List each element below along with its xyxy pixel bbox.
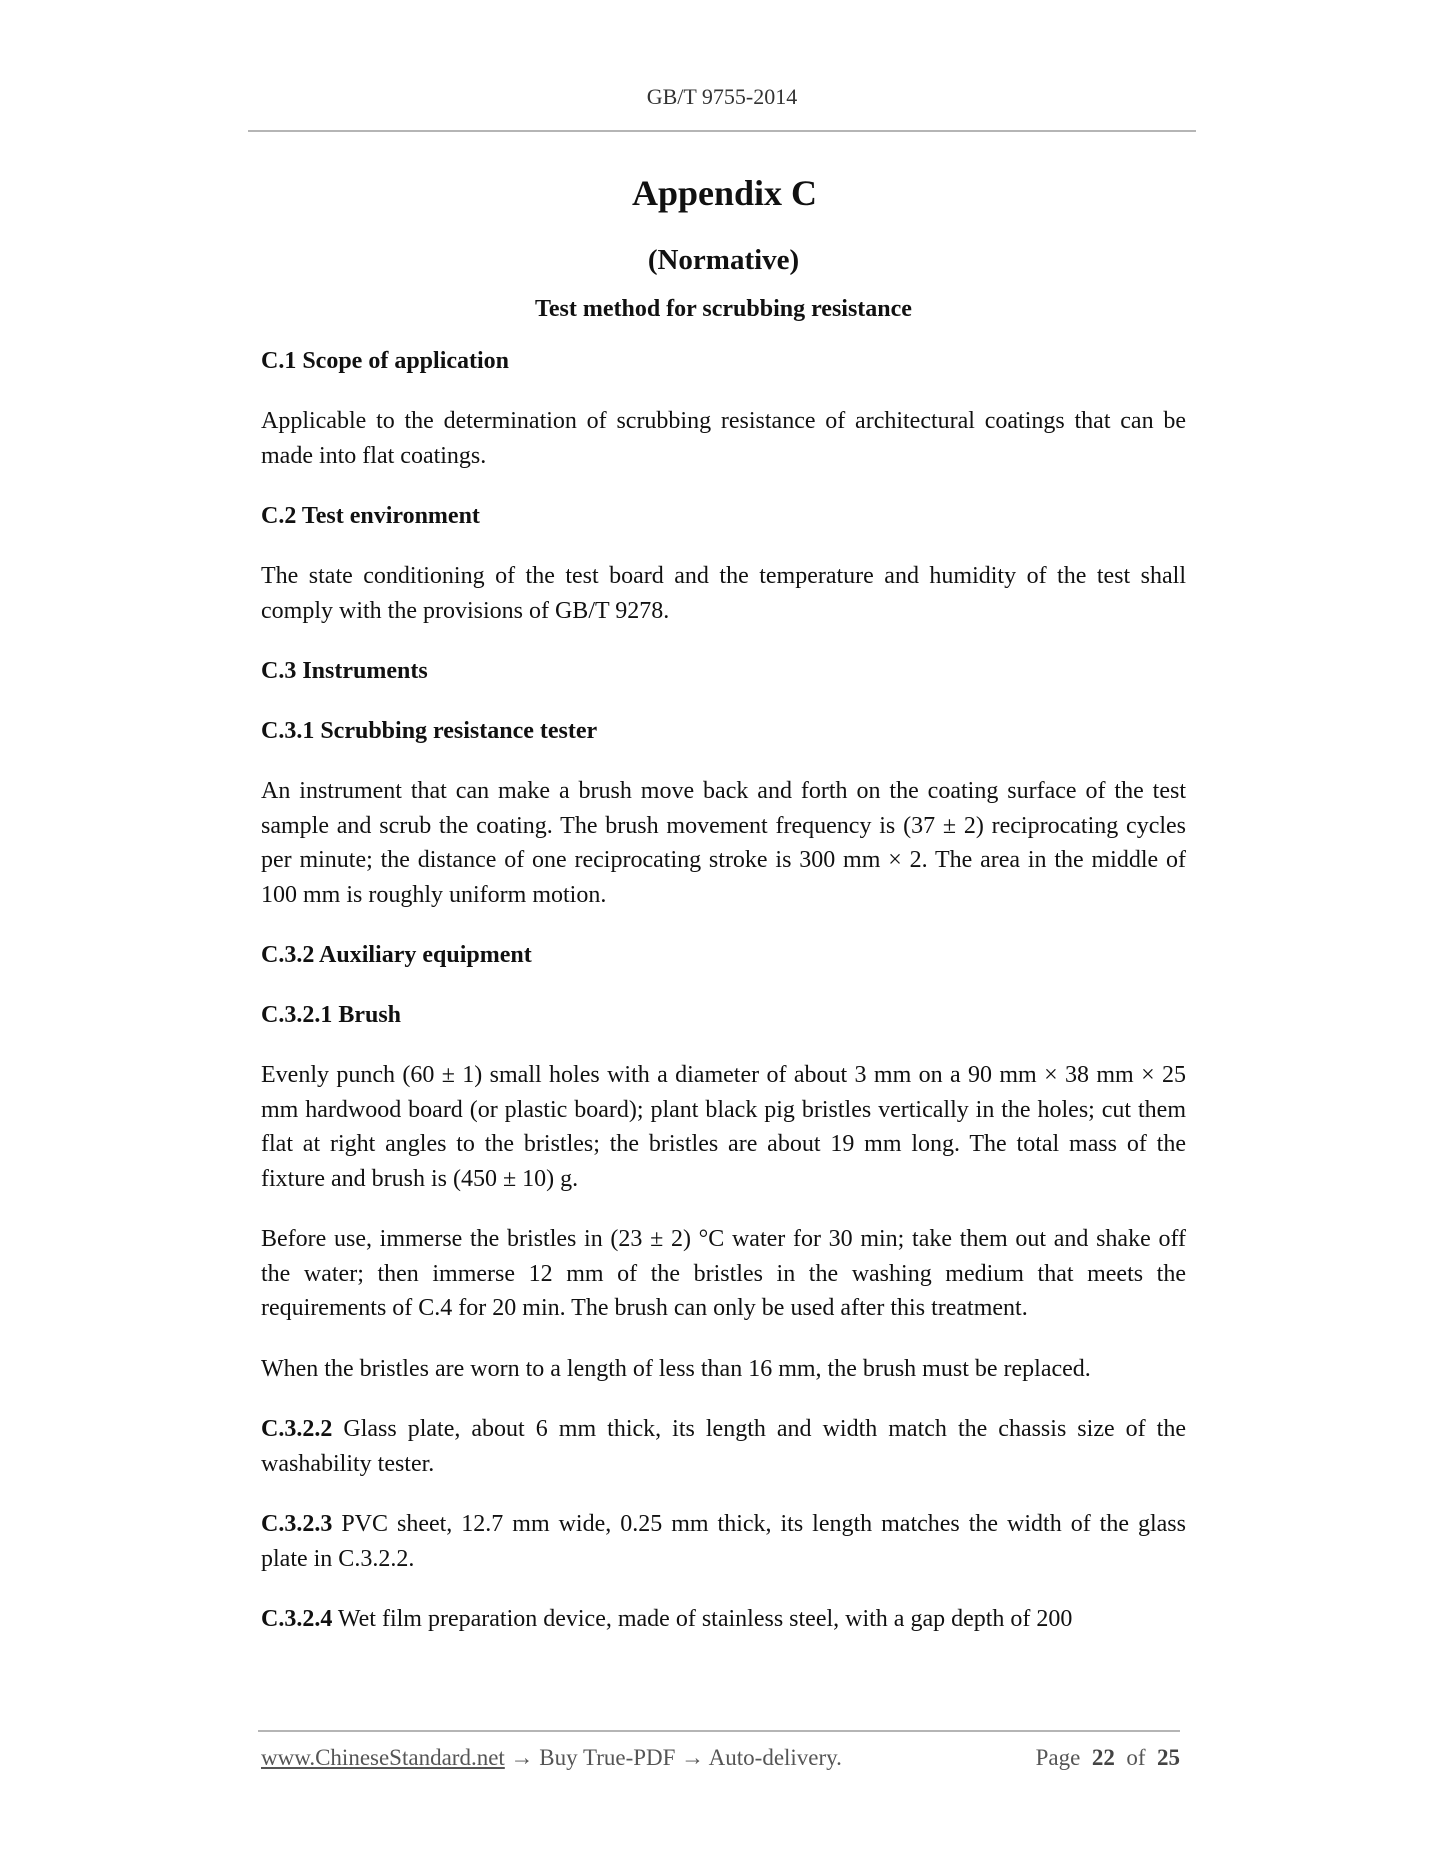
- website-link[interactable]: www.ChineseStandard.net: [261, 1745, 505, 1770]
- appendix-caption: Test method for scrubbing resistance: [535, 296, 912, 322]
- running-header: GB/T 9755-2014: [646, 84, 798, 109]
- page-total: 25: [1157, 1745, 1180, 1770]
- heading-c31: C.3.1 Scrubbing resistance tester: [261, 718, 598, 744]
- page-label: Page: [1035, 1745, 1081, 1770]
- paragraph-c321-brush-replace: When the bristles are worn to a length of less than 16 mm, the brush must be replaced.: [261, 1355, 1091, 1382]
- clause-text: Glass plate, about 6 mm thick, its length and width match the chassis size of the washability tester.: [261, 1416, 1186, 1477]
- clause-number: C.3.2.3: [261, 1511, 333, 1537]
- heading-c321: C.3.2.1 Brush: [261, 1002, 402, 1028]
- clause-number: C.3.2.2: [261, 1416, 333, 1442]
- header-divider: [248, 130, 1196, 132]
- clause-text: PVC sheet, 12.7 mm wide, 0.25 mm thick, its length matches the width of the glass plate in C.3.2.2.: [261, 1511, 1186, 1572]
- heading-c3: C.3 Instruments: [261, 658, 428, 684]
- page-current: 22: [1091, 1745, 1115, 1770]
- clause-c322: [261, 1412, 1186, 1481]
- clause-number: C.3.2.4: [261, 1606, 333, 1632]
- clause-c323: [261, 1507, 1186, 1576]
- heading-c32: C.3.2 Auxiliary equipment: [261, 942, 532, 968]
- footer-divider: [258, 1730, 1180, 1732]
- heading-c1: C.1 Scope of application: [261, 348, 510, 374]
- paragraph-c321-brush-spec: Evenly punch (60 ± 1) small holes with a diameter of about 3 mm on a 90 mm × 38 mm × 25 mm hardwood board (or plastic board); plant black pig bristles vertically in the holes; cut them flat at right angles to the bristles; the bristles are about 19 mm long. The total mass of the fixture and brush is (450 ± 10) g.: [261, 1062, 1186, 1192]
- appendix-type: (Normative): [647, 244, 800, 276]
- clause-c324: [261, 1602, 1186, 1637]
- heading-c2: C.2 Test environment: [261, 503, 480, 529]
- appendix-title: Appendix C: [631, 173, 818, 213]
- page-indicator: [1036, 1745, 1180, 1771]
- of-label: of: [1126, 1745, 1146, 1770]
- page-content: [261, 170, 1186, 1663]
- paragraph-c31: An instrument that can make a brush move back and forth on the coating surface of the test sample and scrub the coating. The brush movement frequency is (37 ± 2) reciprocating cycles per minute; the distance of one reciprocating stroke is 300 mm × 2. The area in the middle of 100 mm is roughly uniform motion.: [261, 778, 1186, 908]
- footer-tagline: → Buy True-PDF → Auto-delivery.: [504, 1745, 842, 1770]
- clause-text: Wet film preparation device, made of stainless steel, with a gap depth of 200: [332, 1606, 1073, 1632]
- paragraph-c321-brush-prep: Before use, immerse the bristles in (23 ± 2) °C water for 30 min; take them out and shake off the water; then immerse 12 mm of the bristles in the washing medium that meets the requirements of C.4 for 20 min. The brush can only be used after this treatment.: [261, 1226, 1186, 1321]
- footer-promo: [261, 1745, 842, 1771]
- paragraph-c1: Applicable to the determination of scrubbing resistance of architectural coatings that can be made into flat coatings.: [261, 408, 1186, 469]
- paragraph-c2: The state conditioning of the test board and the temperature and humidity of the test shall comply with the provisions of GB/T 9278.: [261, 563, 1186, 624]
